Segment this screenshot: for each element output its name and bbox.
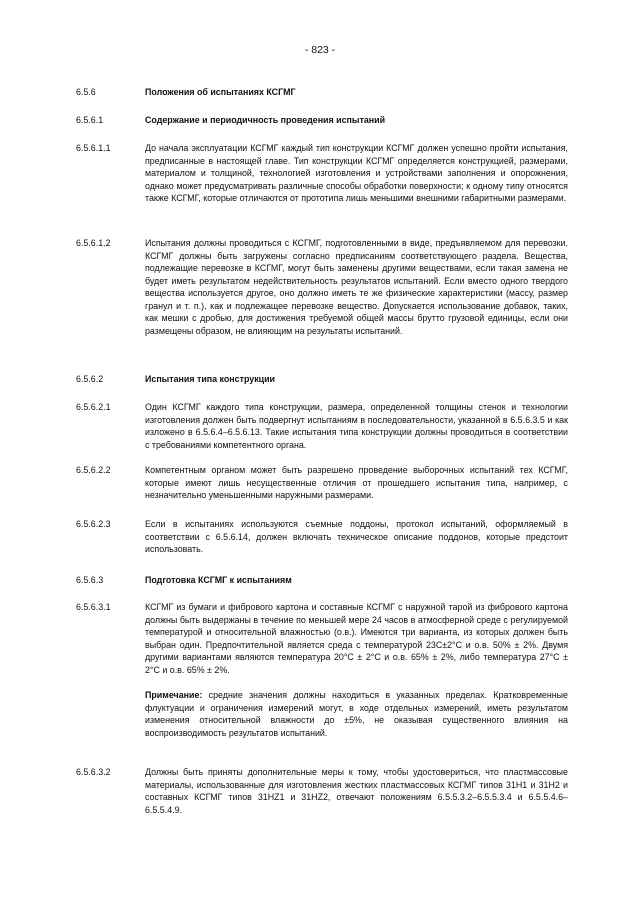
section-heading: Подготовка КСГМГ к испытаниям	[145, 575, 292, 585]
section-number: 6.5.6.1.2	[76, 238, 111, 248]
section-6-5-6-3-2	[76, 766, 568, 816]
section-number: 6.5.6	[76, 87, 96, 97]
section-6-5-6	[76, 86, 568, 99]
section-6-5-6-1	[76, 114, 568, 127]
section-number: 6.5.6.3.1	[76, 602, 111, 612]
section-paragraph: Один КСГМГ каждого типа конструкции, размера, определенной толщины стенок и технологии изготовления должен быть подвергнут испытаниям в последовательности, указанной в 6.5.6.3.5 и как изложено в 6.5.6.4–6.5.6.13. Такие испытания типа конструкции должны проводиться в соответствии с требованиями компетентного органа.	[145, 402, 568, 450]
section-heading: Положения об испытаниях КСГМГ	[145, 87, 296, 97]
note-text: средние значения должны находиться в указанных пределах. Кратковременные флуктуации и ограничения измерений могут, в ходе отдельных измерений, иметь результатом изменения относительной влажности до ±5%, не оказывая существенного влияния на воспроизводимость результатов испытаний.	[145, 690, 568, 738]
section-number: 6.5.6.2.2	[76, 465, 111, 475]
section-heading: Содержание и периодичность проведения испытаний	[145, 115, 386, 125]
section-6-5-6-2-3	[76, 518, 568, 556]
section-paragraph: Испытания должны проводиться с КСГМГ, подготовленными в виде, предъявляемом для перевозки. КСГМГ должны быть загружены согласно предписаниям соответствующего раздела. Вещества, подлежащие перевозке в КСГМГ, могут быть заменены другими веществами, если такая замена не будет иметь результатом недействительность результатов испытаний. Если вместо одного твердого вещества используется другое, оно должно иметь те же физические характеристики (массу, размер гранул и т. п.), как и подлежащее перевозке вещество. Допускается использование добавок, таких, как мешки с дробью, для достижения требуемой общей массы брутто грузовой единицы, если они размещены образом, не влияющим на результаты испытаний.	[145, 238, 568, 336]
section-number: 6.5.6.2.3	[76, 519, 111, 529]
section-6-5-6-1-1	[76, 142, 568, 205]
section-paragraph: Если в испытаниях используются съемные поддоны, протокол испытаний, оформляемый в соответствии с 6.5.6.14, должен включать техническое описание поддонов, которые предстоит использовать.	[145, 519, 568, 554]
section-number: 6.5.6.2.1	[76, 402, 111, 412]
note	[145, 689, 568, 739]
section-paragraph: Должны быть приняты дополнительные меры к тому, чтобы удостовериться, что пластмассовые материалы, использованные для изготовления жестких пластмассовых КСГМГ типов 31H1 и 31H2 и составных КСГМГ типов 31HZ1 и 31HZ2, отвечают положениям 6.5.5.3.2–6.5.5.3.4 и 6.5.5.4.6–6.5.5.4.9.	[145, 767, 568, 815]
note-label: Примечание:	[145, 690, 203, 700]
section-6-5-6-2-2	[76, 464, 568, 502]
section-number: 6.5.6.1.1	[76, 143, 111, 153]
page-number: - 823 -	[304, 44, 336, 56]
section-number: 6.5.6.1	[76, 115, 104, 125]
section-6-5-6-2	[76, 373, 568, 386]
section-6-5-6-1-2	[76, 237, 568, 337]
section-6-5-6-3	[76, 574, 568, 587]
section-heading: Испытания типа конструкции	[145, 374, 276, 384]
section-number: 6.5.6.3	[76, 575, 104, 585]
section-paragraph: До начала эксплуатации КСГМГ каждый тип конструкции КСГМГ должен успешно пройти испытания, предписанные в настоящей главе. Тип конструкции КСГМГ определяется конструкцией, размерами, материалом и толщиной, технологией изготовления и устройствами заполнения и опорожнения, однако может предусматривать различные способы обработки поверхности; к одному типу относятся также КСГМГ, которые отличаются от прототипа лишь меньшими внешними габаритными размерами.	[145, 143, 568, 203]
section-6-5-6-2-1	[76, 401, 568, 451]
section-paragraph: Компетентным органом может быть разрешено проведение выборочных испытаний тех КСГМГ, которые имеют лишь несущественные отличия от прошедшего испытания типа, например, с незначительно уменьшенными наружными размерами.	[145, 465, 568, 500]
section-number: 6.5.6.3.2	[76, 767, 111, 777]
section-6-5-6-3-1	[76, 601, 568, 739]
section-number: 6.5.6.2	[76, 374, 104, 384]
section-paragraph: КСГМГ из бумаги и фибрового картона и составные КСГМГ с наружной тарой из фибрового картона должны быть выдержаны в течение по меньшей мере 24 часов в атмосферной среде с регулируемой температурой и относительной влажностью (о.в.). Имеются три варианта, из которых должен быть выбран один. Предпочтительной является среда с температурой 23C±2°C и о.в. 50% ± 2%. Двумя другими вариантами являются температура 20°C ± 2°C и о.в. 65% ± 2%, либо температура 27°C ± 2°C и о.в. 65% ± 2%.	[145, 602, 568, 675]
